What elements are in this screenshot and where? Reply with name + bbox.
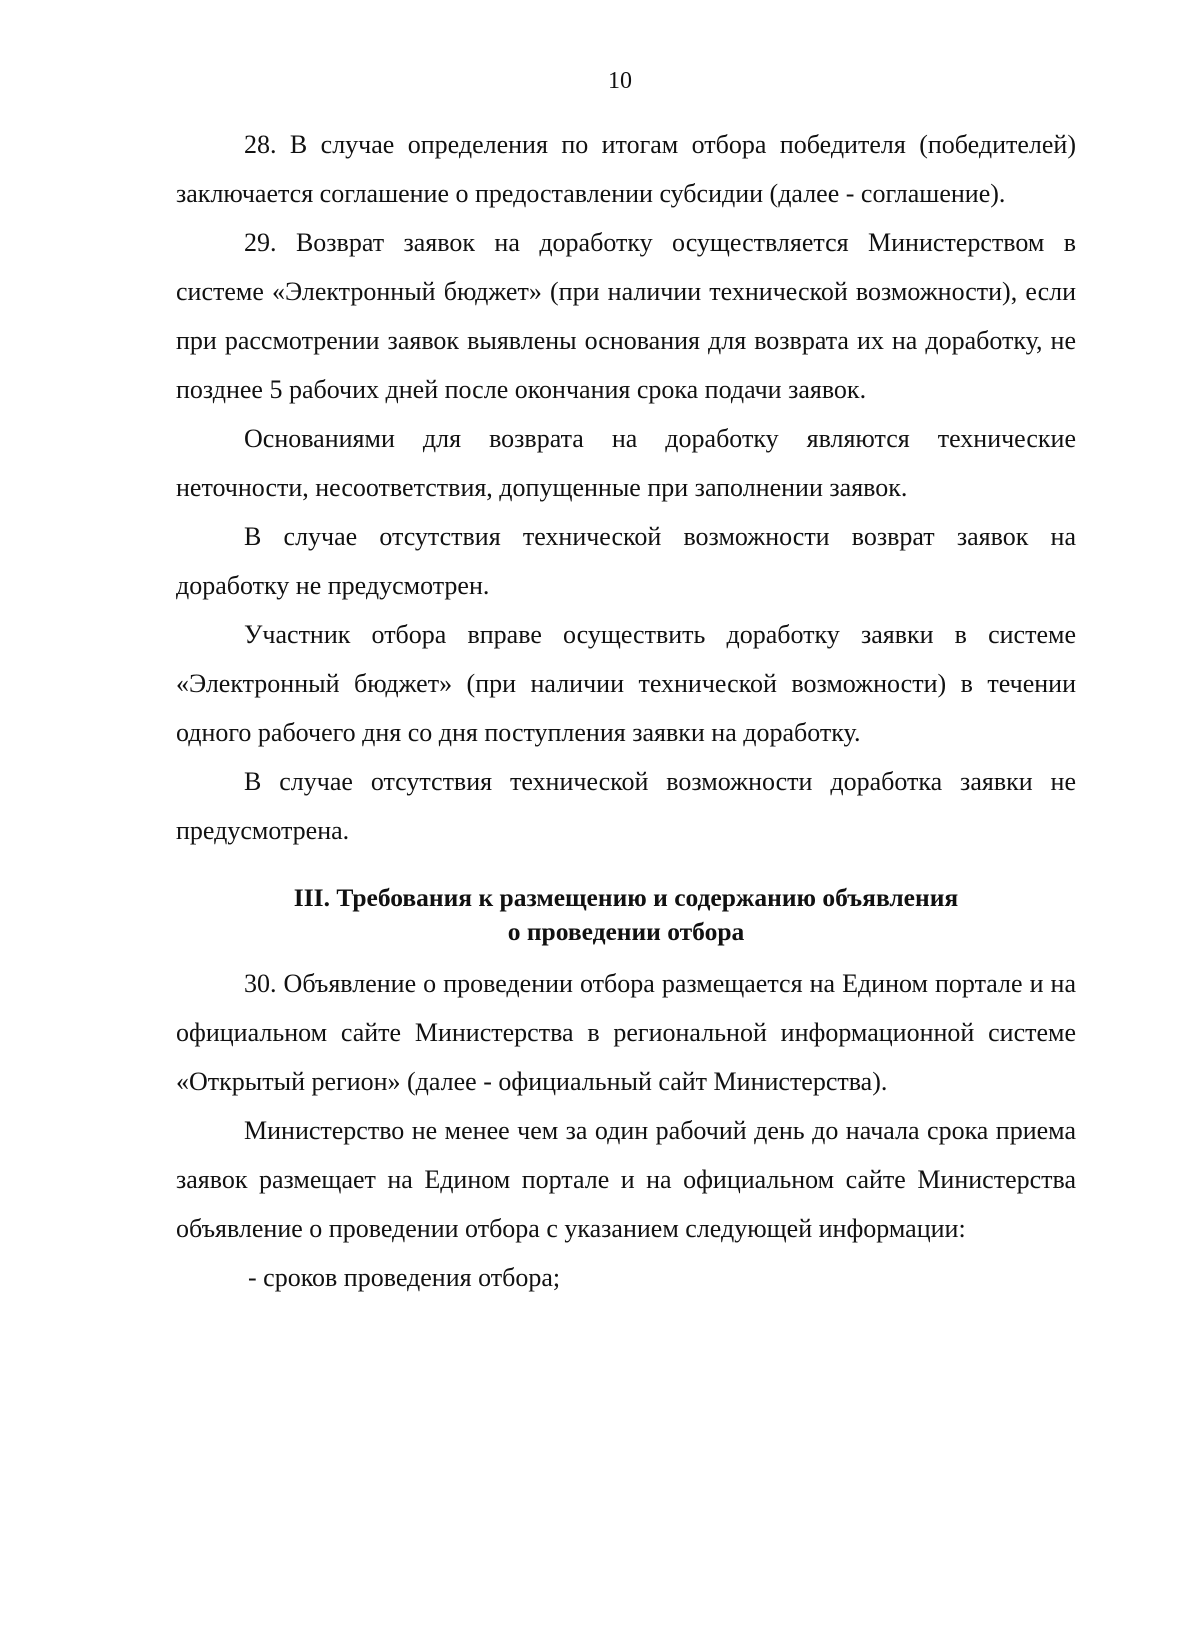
- section-heading: [176, 881, 1076, 949]
- paragraph-29: 29. Возврат заявок на доработку осуществляется Министерством в системе «Электронный бюджет» (при наличии технической возможности), если при рассмотрении заявок выявлены основания для возврата их на доработку, не позднее 5 рабочих дней после окончания срока подачи заявок.: [176, 228, 1076, 404]
- paragraph-return-grounds: Основаниями для возврата на доработку являются технические неточности, несоответствия, допущенные при заполнении заявок.: [176, 424, 1076, 502]
- paragraph-30: 30. Объявление о проведении отбора размещается на Едином портале и на официальном сайте Министерства в региональной информационной системе «Открытый регион» (далее - официальный сайт Министерства).: [176, 969, 1076, 1096]
- paragraph-no-technical-return: В случае отсутствия технической возможности возврат заявок на доработку не предусмотрен.: [176, 522, 1076, 600]
- document-body: [176, 120, 1076, 1302]
- list-item: - сроков проведения отбора;: [248, 1263, 561, 1292]
- section-heading-line-1: III. Требования к размещению и содержанию объявления: [293, 883, 959, 912]
- page-number: 10: [608, 68, 632, 94]
- paragraph-no-technical-revision: В случае отсутствия технической возможности доработка заявки не предусмотрена.: [176, 767, 1076, 845]
- section-heading-line-2: о проведении отбора: [507, 917, 745, 946]
- paragraph-28: 28. В случае определения по итогам отбора победителя (победителей) заключается соглашение о предоставлении субсидии (далее - соглашение).: [176, 130, 1076, 208]
- paragraph-announcement-info: Министерство не менее чем за один рабочий день до начала срока приема заявок размещает на Едином портале и на официальном сайте Министерства объявление о проведении отбора с указанием следующей информации:: [176, 1116, 1076, 1243]
- paragraph-participant-revision: Участник отбора вправе осуществить доработку заявки в системе «Электронный бюджет» (при наличии технической возможности) в течении одного рабочего дня со дня поступления заявки на доработку.: [176, 620, 1076, 747]
